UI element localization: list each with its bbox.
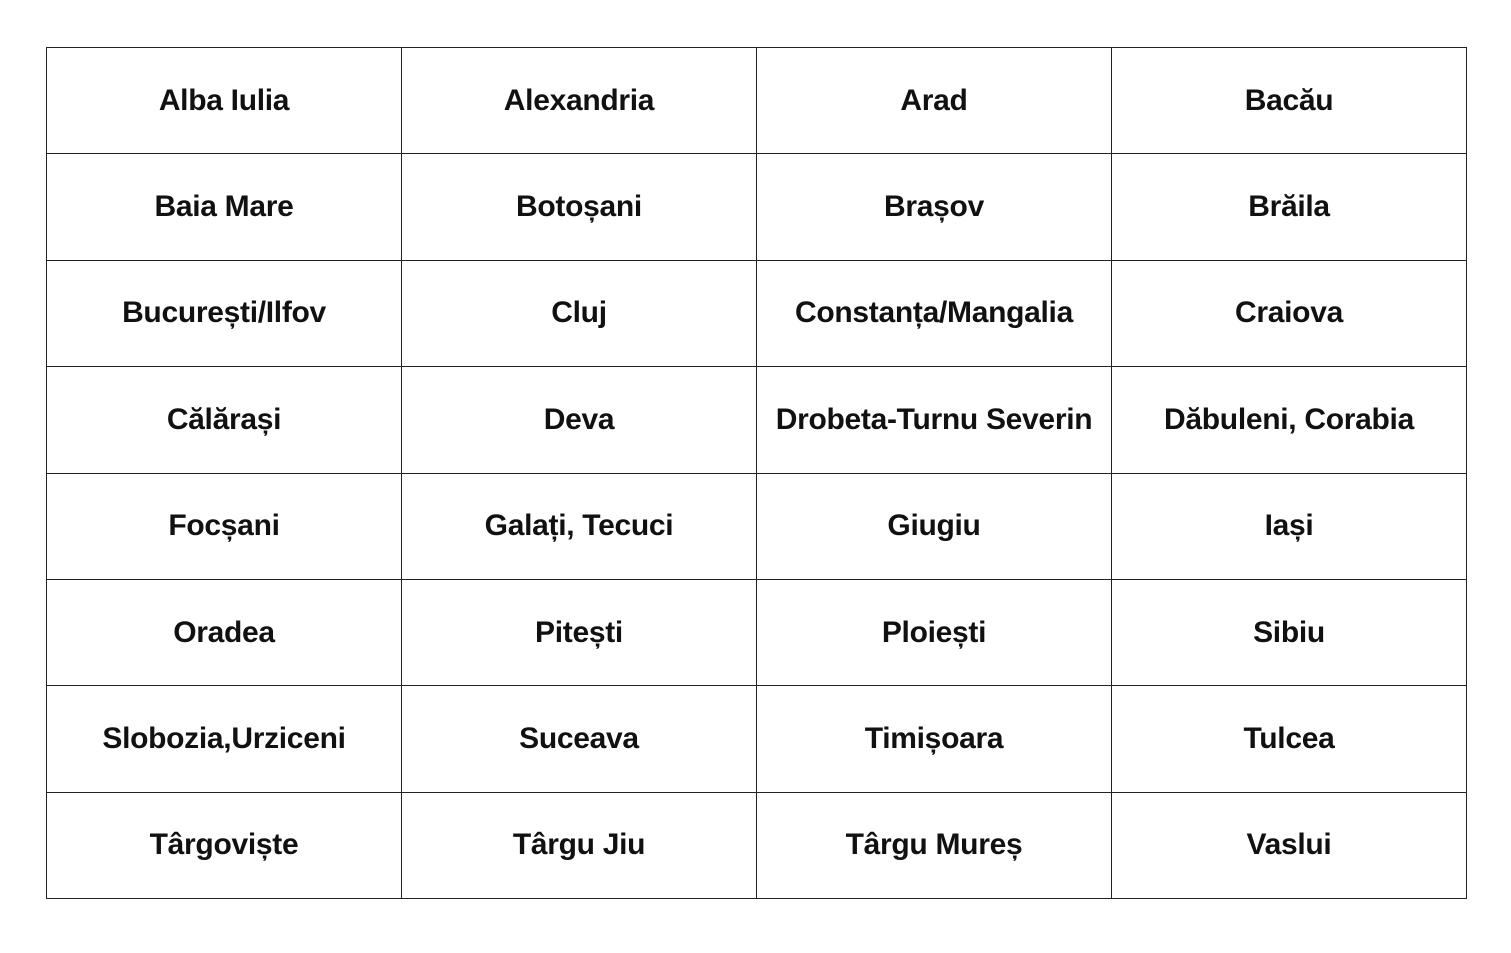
- table-cell: Brașov: [757, 154, 1112, 260]
- table-row: [47, 792, 1467, 898]
- table-row: [47, 48, 1467, 154]
- table-row: [47, 154, 1467, 260]
- table-cell: Deva: [402, 367, 757, 473]
- table-cell: Arad: [757, 48, 1112, 154]
- table-cell: Iași: [1112, 473, 1467, 579]
- table-cell: Baia Mare: [47, 154, 402, 260]
- table-cell: Ploiești: [757, 579, 1112, 685]
- table-cell: Târgu Mureș: [757, 792, 1112, 898]
- table-cell: Alba Iulia: [47, 48, 402, 154]
- table-cell: Tulcea: [1112, 686, 1467, 792]
- table-cell: Brăila: [1112, 154, 1467, 260]
- table-row: [47, 473, 1467, 579]
- table-cell: Alexandria: [402, 48, 757, 154]
- table-cell: Slobozia,Urziceni: [47, 686, 402, 792]
- table-cell: Târgoviște: [47, 792, 402, 898]
- table-cell: Pitești: [402, 579, 757, 685]
- table-cell: Cluj: [402, 260, 757, 366]
- table-cell: Dăbuleni, Corabia: [1112, 367, 1467, 473]
- table-cell: Drobeta-Turnu Severin: [757, 367, 1112, 473]
- city-table-body: [47, 48, 1467, 899]
- table-cell: Craiova: [1112, 260, 1467, 366]
- table-row: [47, 367, 1467, 473]
- table-cell: Timișoara: [757, 686, 1112, 792]
- table-row: [47, 686, 1467, 792]
- table-cell: Călărași: [47, 367, 402, 473]
- table-row: [47, 260, 1467, 366]
- table-cell: Sibiu: [1112, 579, 1467, 685]
- table-cell: Oradea: [47, 579, 402, 685]
- table-cell: Constanța/Mangalia: [757, 260, 1112, 366]
- table-row: [47, 579, 1467, 685]
- table-cell: Galați, Tecuci: [402, 473, 757, 579]
- table-cell: Bacău: [1112, 48, 1467, 154]
- table-cell: Botoșani: [402, 154, 757, 260]
- table-cell: Suceava: [402, 686, 757, 792]
- table-cell: București/Ilfov: [47, 260, 402, 366]
- table-cell: Vaslui: [1112, 792, 1467, 898]
- table-cell: Giugiu: [757, 473, 1112, 579]
- table-cell: Târgu Jiu: [402, 792, 757, 898]
- table-cell: Focșani: [47, 473, 402, 579]
- city-table: [46, 47, 1467, 899]
